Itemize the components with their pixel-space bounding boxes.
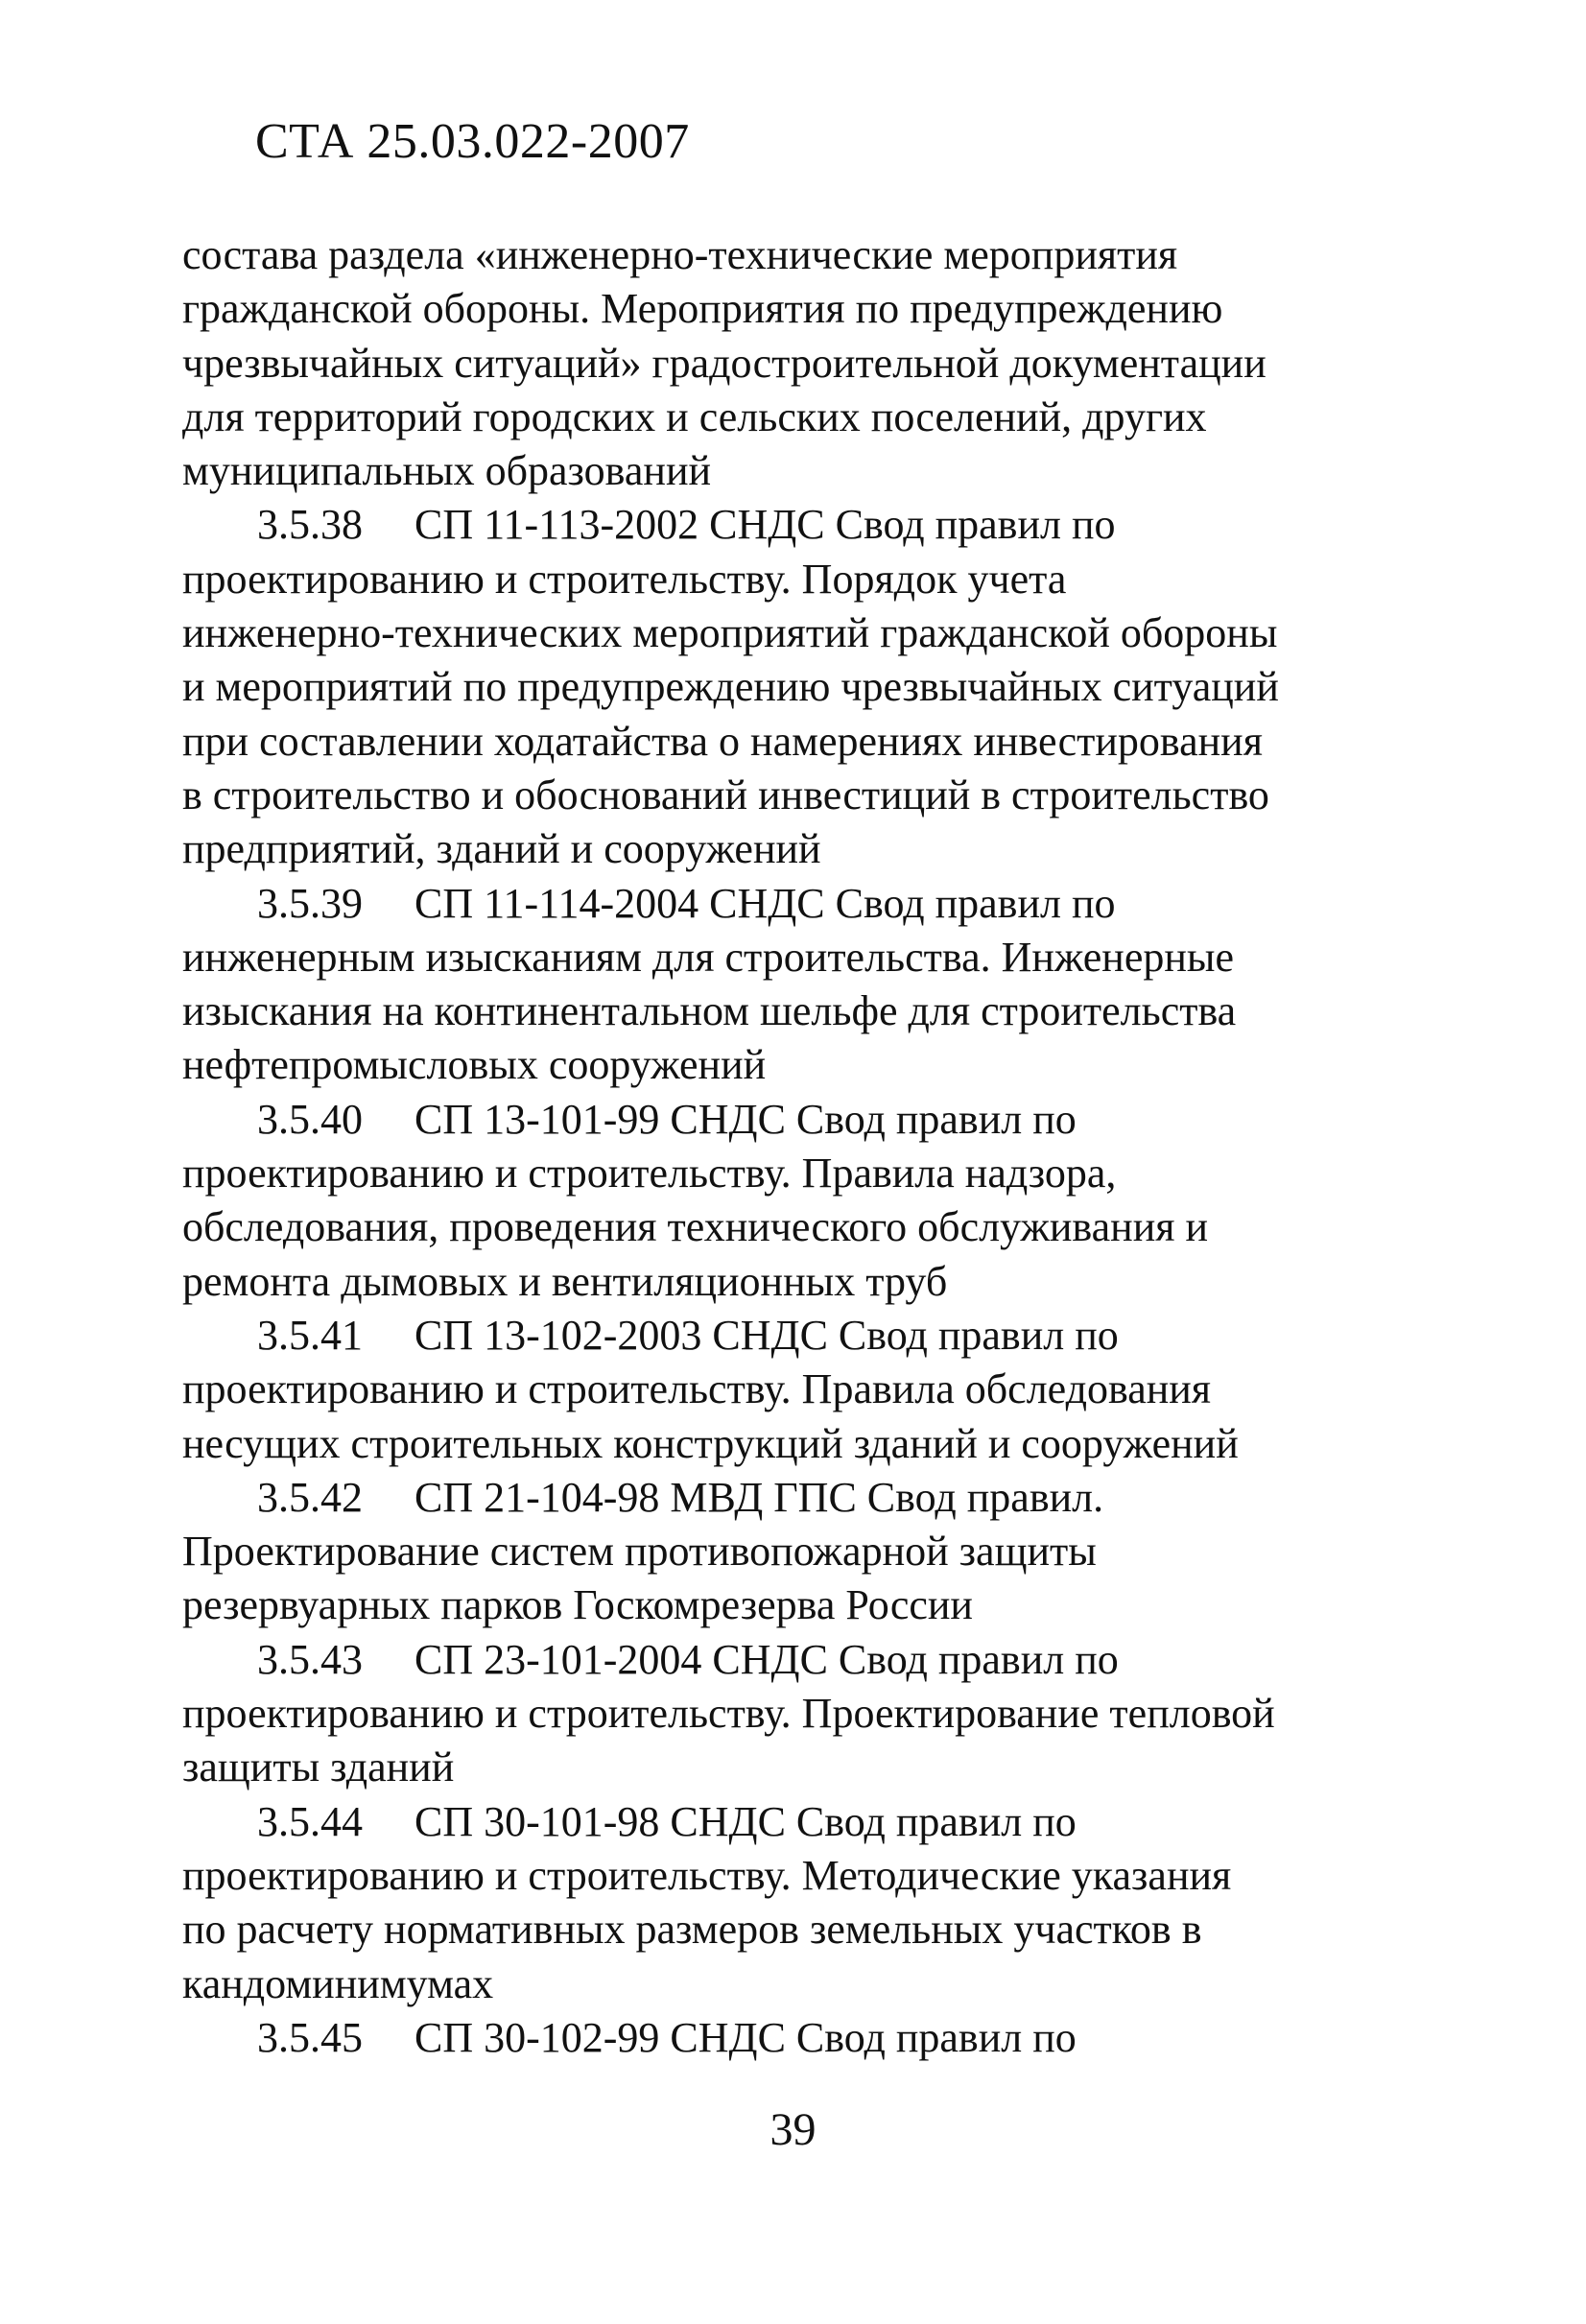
- page-number: 39: [769, 2104, 817, 2155]
- document-code-header: СТА 25.03.022-2007: [255, 114, 690, 169]
- intro-line: для территорий городских и сельских поселений, других: [182, 392, 1207, 440]
- entry-first-line: [182, 1471, 1420, 1525]
- entry-line: кандоминимумах: [182, 1959, 494, 2007]
- entry-number: 3.5.43: [257, 1635, 363, 1683]
- entry-first-line: [182, 1309, 1420, 1363]
- entry-title: СП 13-101-99 СНДС Свод правил по: [414, 1095, 1077, 1143]
- entry-title: СП 13-102-2003 СНДС Свод правил по: [414, 1311, 1119, 1359]
- entry-first-line: [182, 2011, 1420, 2065]
- entry-line: защиты зданий: [182, 1743, 455, 1791]
- entry-line: инженерным изысканиям для строительства. Инженерные: [182, 933, 1234, 981]
- entry-line: обследования, проведения технического обслуживания и: [182, 1203, 1209, 1251]
- entry-number: 3.5.38: [257, 501, 363, 549]
- entry-line: и мероприятий по предупреждению чрезвычайных ситуаций: [182, 663, 1279, 711]
- entry-first-line: [182, 1633, 1420, 1687]
- intro-line: состава раздела «инженерно-технические мероприятия: [182, 231, 1178, 278]
- entry-title: СП 11-113-2002 СНДС Свод правил по: [414, 501, 1116, 549]
- entry-number: 3.5.44: [257, 1797, 363, 1845]
- entry-number: 3.5.39: [257, 879, 363, 927]
- entry-number: 3.5.40: [257, 1095, 363, 1143]
- entry-line: инженерно-технических мероприятий гражданской обороны: [182, 609, 1278, 657]
- entry-number: 3.5.45: [257, 2013, 363, 2061]
- entry-line: при составлении ходатайства о намерениях инвестирования: [182, 717, 1263, 765]
- entry-line: Проектирование систем противопожарной защиты: [182, 1528, 1097, 1576]
- entry-line: ремонта дымовых и вентиляционных труб: [182, 1257, 948, 1305]
- document-body: [182, 228, 1420, 2065]
- intro-line: муниципальных образований: [182, 447, 712, 495]
- entry-number: 3.5.42: [257, 1473, 363, 1521]
- entry-line: проектированию и строительству. Правила обследования: [182, 1365, 1212, 1413]
- entry-line: по расчету нормативных размеров земельных участков в: [182, 1906, 1202, 1954]
- intro-line: чрезвычайных ситуаций» градостроительной документации: [182, 339, 1266, 387]
- entry-title: СП 23-101-2004 СНДС Свод правил по: [414, 1635, 1119, 1683]
- entry-first-line: [182, 1795, 1420, 1849]
- entry-first-line: [182, 877, 1420, 931]
- entry-number: 3.5.41: [257, 1311, 363, 1359]
- entry-line: проектированию и строительству. Порядок учета: [182, 555, 1067, 603]
- entry-line: в строительство и обоснований инвестиций в строительство: [182, 771, 1269, 818]
- entry-line: нефтепромысловых сооружений: [182, 1041, 767, 1089]
- entry-line: несущих строительных конструкций зданий и сооружений: [182, 1419, 1239, 1467]
- intro-line: гражданской обороны. Мероприятия по предупреждению: [182, 285, 1223, 333]
- entry-line: проектированию и строительству. Методические указания: [182, 1851, 1232, 1899]
- entry-title: СП 21-104-98 МВД ГПС Свод правил.: [414, 1473, 1104, 1521]
- entry-line: резервуарных парков Госкомрезерва России: [182, 1581, 973, 1629]
- entry-line: изыскания на континентальном шельфе для строительства: [182, 987, 1237, 1035]
- entry-line: предприятий, зданий и сооружений: [182, 825, 821, 873]
- entry-first-line: [182, 498, 1420, 552]
- entry-line: проектированию и строительству. Правила надзора,: [182, 1150, 1117, 1198]
- entry-title: СП 30-101-98 СНДС Свод правил по: [414, 1797, 1077, 1845]
- entry-first-line: [182, 1093, 1420, 1147]
- entry-title: СП 11-114-2004 СНДС Свод правил по: [414, 879, 1116, 927]
- entry-title: СП 30-102-99 СНДС Свод правил по: [414, 2013, 1077, 2061]
- entry-line: проектированию и строительству. Проектирование тепловой: [182, 1690, 1275, 1738]
